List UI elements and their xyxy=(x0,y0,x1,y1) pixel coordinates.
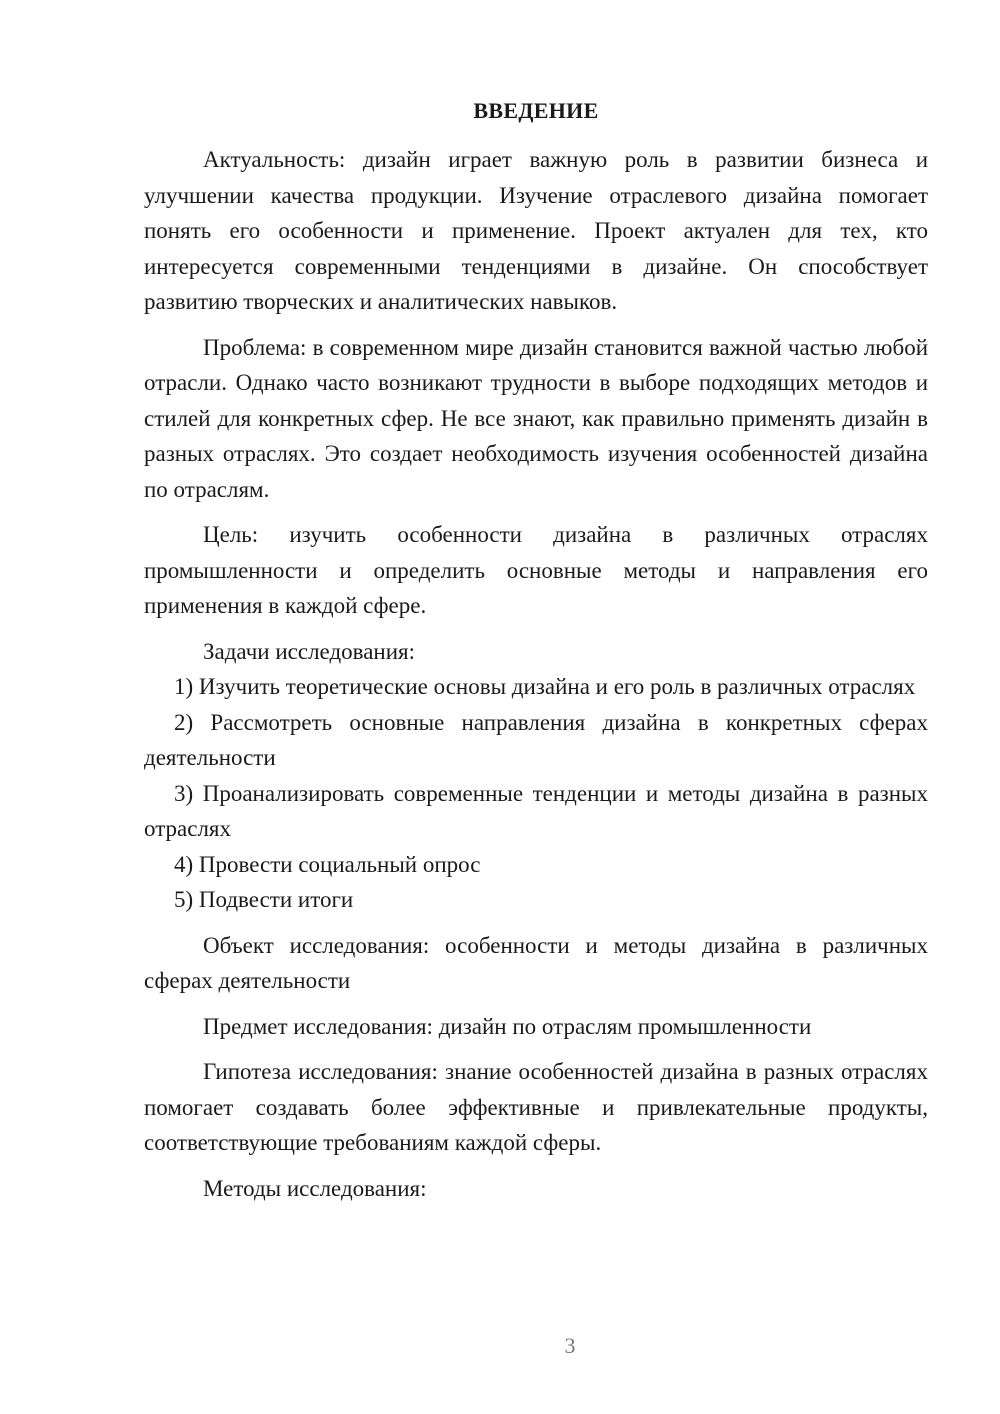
list-item: 3) Проанализировать современные тенденции и методы дизайна в разных отраслях xyxy=(144,780,928,841)
list-item: 5) Подвести итоги xyxy=(174,887,354,912)
tasks-heading: Задачи исследования: xyxy=(203,638,416,664)
list-item: 2) Рассмотреть основные направления дизайна в конкретных сферах деятельности xyxy=(144,709,928,770)
page-number: 3 xyxy=(564,1333,576,1358)
list-item: 4) Провести социальный опрос xyxy=(174,851,481,877)
tasks-list xyxy=(144,669,928,918)
page-title: ВВЕДЕНИЕ xyxy=(473,98,599,123)
subject-paragraph: Предмет исследования: дизайн по отраслям промышленности xyxy=(203,1013,812,1039)
hypothesis-paragraph: Гипотеза исследования: знание особенностей дизайна в разных отраслях помогает создавать более эффективные и привлекательные продукты, соответствующие требованиям каждой сферы. xyxy=(144,1059,928,1155)
problem-paragraph: Проблема: в современном мире дизайн становится важной частью любой отрасли. Однако часто возникают трудности в выборе подходящих методов и стилей для конкретных сфер. Не все знают, как правильно применять дизайн в разных отраслях. Это создает необходимость изучения особенностей дизайна по отраслям. xyxy=(144,334,928,502)
methods-heading: Методы исследования: xyxy=(203,1175,427,1201)
relevance-paragraph: Актуальность: дизайн играет важную роль в развитии бизнеса и улучшении качества продукции. Изучение отраслевого дизайна помогает понять его особенности и применение. Проект актуален для тех, кто интересуется современными тенденциями в дизайне. Он способствует развитию творческих и аналитических навыков. xyxy=(144,147,928,314)
list-item: 1) Изучить теоретические основы дизайна и его роль в различных отраслях xyxy=(174,674,916,699)
goal-paragraph: Цель: изучить особенности дизайна в различных отраслях промышленности и определить основные методы и направления его применения в каждой сфере. xyxy=(144,522,928,618)
page-body xyxy=(144,96,928,1206)
object-paragraph: Объект исследования: особенности и методы дизайна в различных сферах деятельности xyxy=(144,932,928,993)
